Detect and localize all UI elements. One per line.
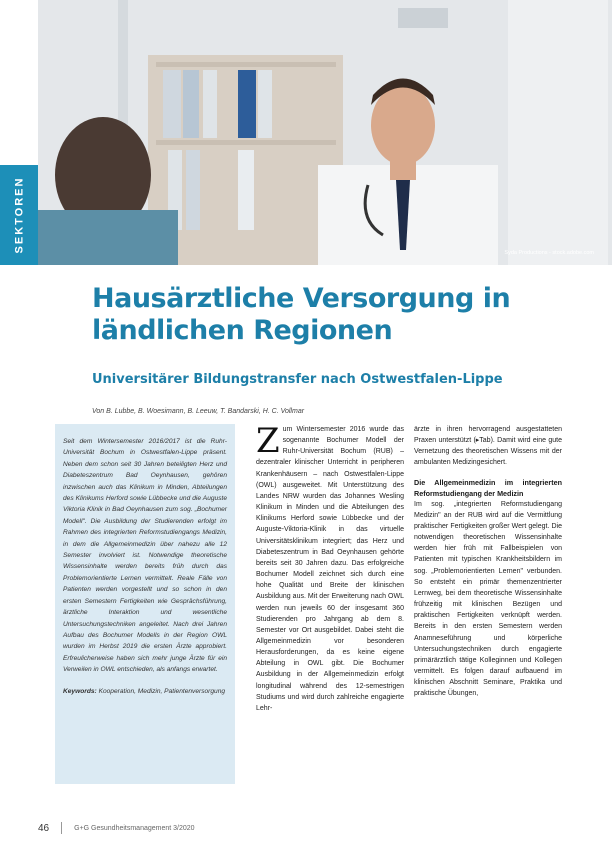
abstract-text: Seit dem Wintersemester 2016/2017 ist die Ruhr-Universität Bochum in Ostwestfalen-Lippe präsent. Neben dem schon seit 30 Jahren beteiligten Herz und Diabeteszentrum Bad Oeynhausen, gehören inzwischen auch das Klinikum in Minden, Abteilungen des Klinikums Herford sowie Lübbecke und die Auguste Viktoria Klinik in Bad Oeynhausen zum sog. „Bochumer Modell". Die Ausbildung der Studierenden erfolgt im Rahmen des integrierten Reformstudiengangs Medizin, in dem die Allgemeinmedizin über nahezu alle 12 Semester involviert ist. Notwendige theoretische Wissensinhalte werden bereits früh durch das Problemorientierte Lernen vermittelt. Reale Fälle von Patienten werden vorgestellt und so schon in den ersten Semestern Fertigkeiten wie Gesprächsführung, ärztliche Interaktion und wesentliche Untersuchungstechniken angeleitet. Nach drei Jahren Aufbau des Bochumer Modells in der Region OWL wurden im Herbst 2019 die ersten Ärzte approbiert. Erfreulicherweise haben sich mehr junge Ärzte für ein Verweilen in OWL entschieden, als anfangs erwartet.: [63, 438, 227, 674]
article-subtitle: Universitärer Bildungstransfer nach Ostwestfalen-Lippe: [92, 372, 503, 387]
sector-label: SEKTOREN: [13, 176, 26, 254]
body-column-1: [256, 421, 404, 714]
page-number: 46: [38, 822, 50, 834]
abstract-box: [55, 424, 235, 784]
body-paragraph-2: ärzte in ihren hervorragend ausgestatteten Praxen unterstützt (▸Tab). Damit wird eine gute Vernetzung des theoretischen Wissens mit der ambulanten Medizingesichert.: [414, 426, 562, 467]
footer-divider: [61, 822, 62, 834]
keywords-line: [63, 686, 227, 697]
journal-name: G+G Gesundheitsmanagement 3/2020: [74, 824, 195, 832]
page-footer: [38, 822, 195, 834]
keywords-label: Keywords:: [63, 687, 97, 695]
section-heading: Die Allgemeinmedizin im integrierten Reformstudiengang der Medizin: [414, 477, 562, 498]
keywords-value: Kooperation, Medizin, Patientenversorgung: [98, 687, 226, 695]
drop-cap: Z: [256, 421, 280, 461]
body-column-2: [414, 424, 562, 699]
sector-tab: [0, 165, 38, 265]
header-photo: [38, 0, 612, 265]
article-title: Hausärztliche Versorgung in ländlichen Regionen: [92, 283, 511, 346]
authors-line: Von B. Lubbe, B. Woesimann, B. Leeuw, T. Bandarski, H. C. Vollmar: [92, 408, 305, 415]
photo-credit: Syda Productions - stock.adobe.com: [504, 250, 594, 256]
body-paragraph-1: um Wintersemester 2016 wurde das sogenannte Bochumer Modell der Ruhr-Universität Bochum (RUB) – dezentraler klinischer Unterricht in peripheren Krankenhäusern – nach Ostwestfalen-Lippe (OWL) ausgeweitet. Mit Unterstützung des Landes NRW wurden das Johannes Wesling Klinikum in Minden und die Abteilungen des Klinikums Herford sowie Lübbecke und der Auguste-Viktoria-Klinik in das virtuelle Universitätsklinikum integriert; das Herz und Diabeteszentrum in Bad Oeynhausen gehörte bereits seit 30 Jahren dazu. Das erfolgreiche Bochumer Modell zeichnet sich durch eine hohe Qualität und Breite der klinischen Ausbildung aus. Mit der Erweiterung nach OWL werden nun jeweils 60 der insgesamt 360 Studierenden pro Jahrgang ab dem 8. Semester vor Ort ausgebildet. Dabei steht die Allgemeinmedizin vor besonderen Herausforderungen, da es keine eigene Abteilung in OWL gibt. Die Bochumer Ausbildung in der Allgemeinmedizin erfolgt longitudinal während des 12-semestrigen Studiums und wird durch zahlreiche engagierte Lehr-: [256, 426, 404, 712]
body-paragraph-3: Im sog. „integrierten Reformstudiengang Medizin" an der RUB wird auf die Vermittlung praktischer Fertigkeiten großer Wert gelegt. Die notwendigen theoretischen Wissensinhalte werden hier früh mit Fallbeispielen von Patienten mit typischen Krankheitsbildern im sog. „Problemorientierten Lernen" verbunden. So entsteht ein primär themenzentrierter Lernweg, bei dem theoretische Wissensinhalte frühzeitig mit klinischen Bezügen und praktischen Fertigkeiten verknüpft werden. Bereits in den ersten Semestern werden Anamneseführung und körperliche Untersuchungstechniken durch engagierte primärärztlich tätige Kolleginnen und Kollegen vermittelt. Es folgen darauf aufbauend im klinischen Abschnitt Seminare, Praktika und praktische Übungen,: [414, 500, 562, 698]
doctor-patient-photo: [38, 0, 612, 265]
